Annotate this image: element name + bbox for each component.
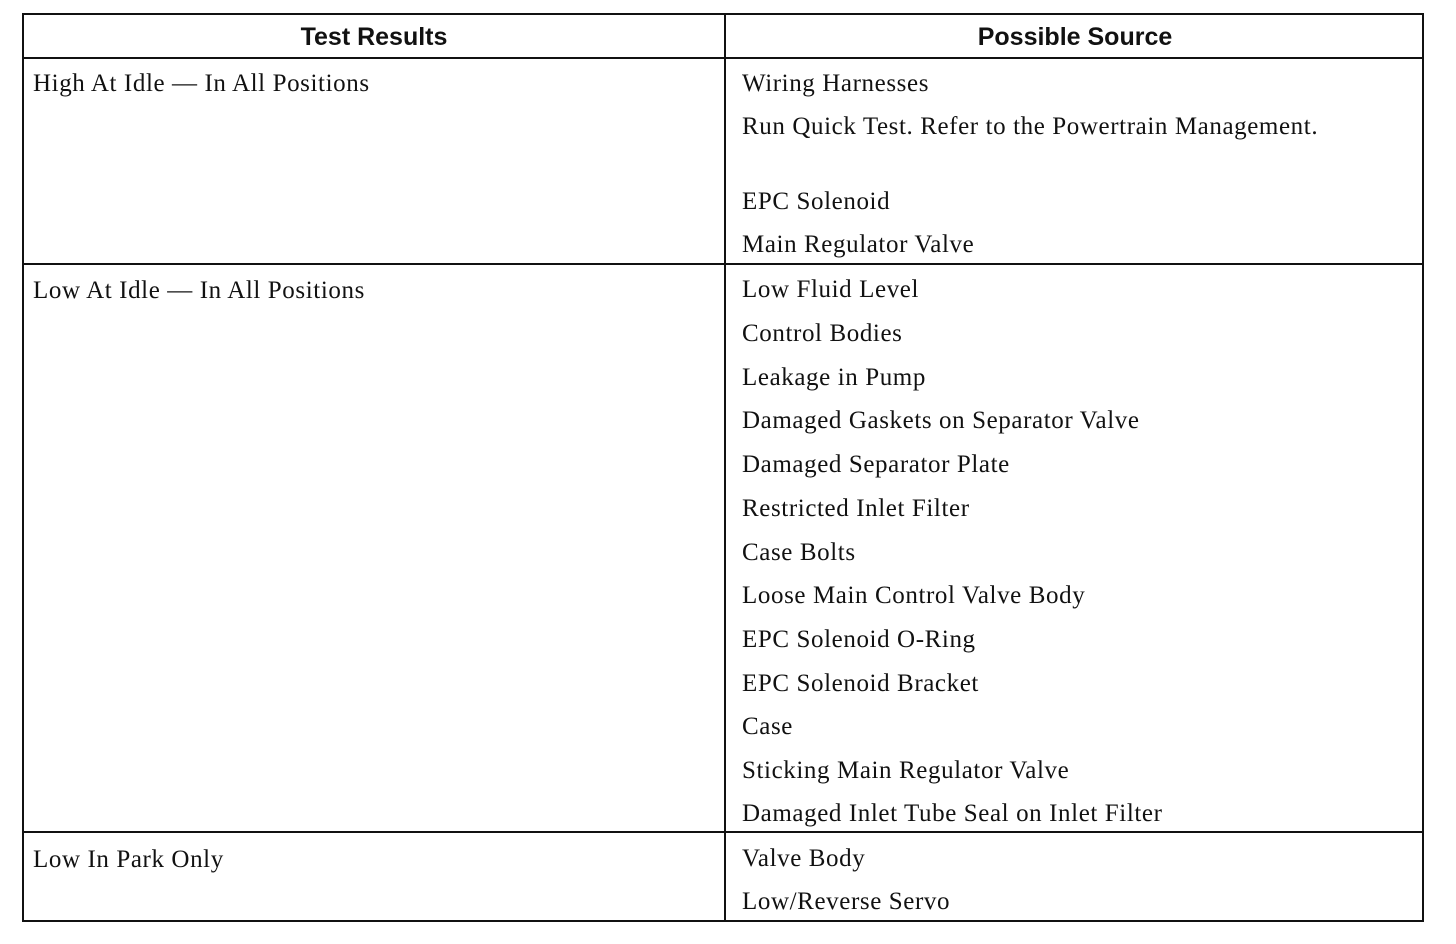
row-2-source-13: Damaged Inlet Tube Seal on Inlet Filter <box>742 800 1163 827</box>
row-2-source-1: Low Fluid Level <box>742 276 920 303</box>
row-2-source-9: EPC Solenoid O-Ring <box>742 626 976 653</box>
column-divider <box>724 15 726 920</box>
row-divider-2 <box>24 831 1422 833</box>
row-2-source-8: Loose Main Control Valve Body <box>742 582 1086 609</box>
row-2-source-3: Leakage in Pump <box>742 364 926 391</box>
row-2-source-6: Restricted Inlet Filter <box>742 495 970 522</box>
row-2-source-11: Case <box>742 713 793 740</box>
row-1-source-3: EPC Solenoid <box>742 188 891 215</box>
row-divider-1 <box>24 263 1422 265</box>
row-3-result: Low In Park Only <box>33 846 224 873</box>
header-possible-source: Possible Source <box>977 23 1173 51</box>
row-1-source-4: Main Regulator Valve <box>742 231 975 258</box>
row-2-source-2: Control Bodies <box>742 320 903 347</box>
row-2-source-5: Damaged Separator Plate <box>742 451 1010 478</box>
row-1-result: High At Idle — In All Positions <box>33 70 370 97</box>
row-1-source-1: Wiring Harnesses <box>742 70 930 97</box>
row-3-source-2: Low/Reverse Servo <box>742 888 951 915</box>
header-divider <box>24 57 1422 59</box>
diagnosis-table <box>22 13 1424 922</box>
row-2-source-4: Damaged Gaskets on Separator Valve <box>742 407 1140 434</box>
row-2-result: Low At Idle — In All Positions <box>33 277 365 304</box>
row-2-source-10: EPC Solenoid Bracket <box>742 670 979 697</box>
row-3-source-1: Valve Body <box>742 845 866 872</box>
row-1-source-2: Run Quick Test. Refer to the Powertrain Management. <box>742 113 1319 140</box>
row-2-source-12: Sticking Main Regulator Valve <box>742 757 1070 784</box>
row-2-source-7: Case Bolts <box>742 539 856 566</box>
header-test-results: Test Results <box>300 23 448 51</box>
